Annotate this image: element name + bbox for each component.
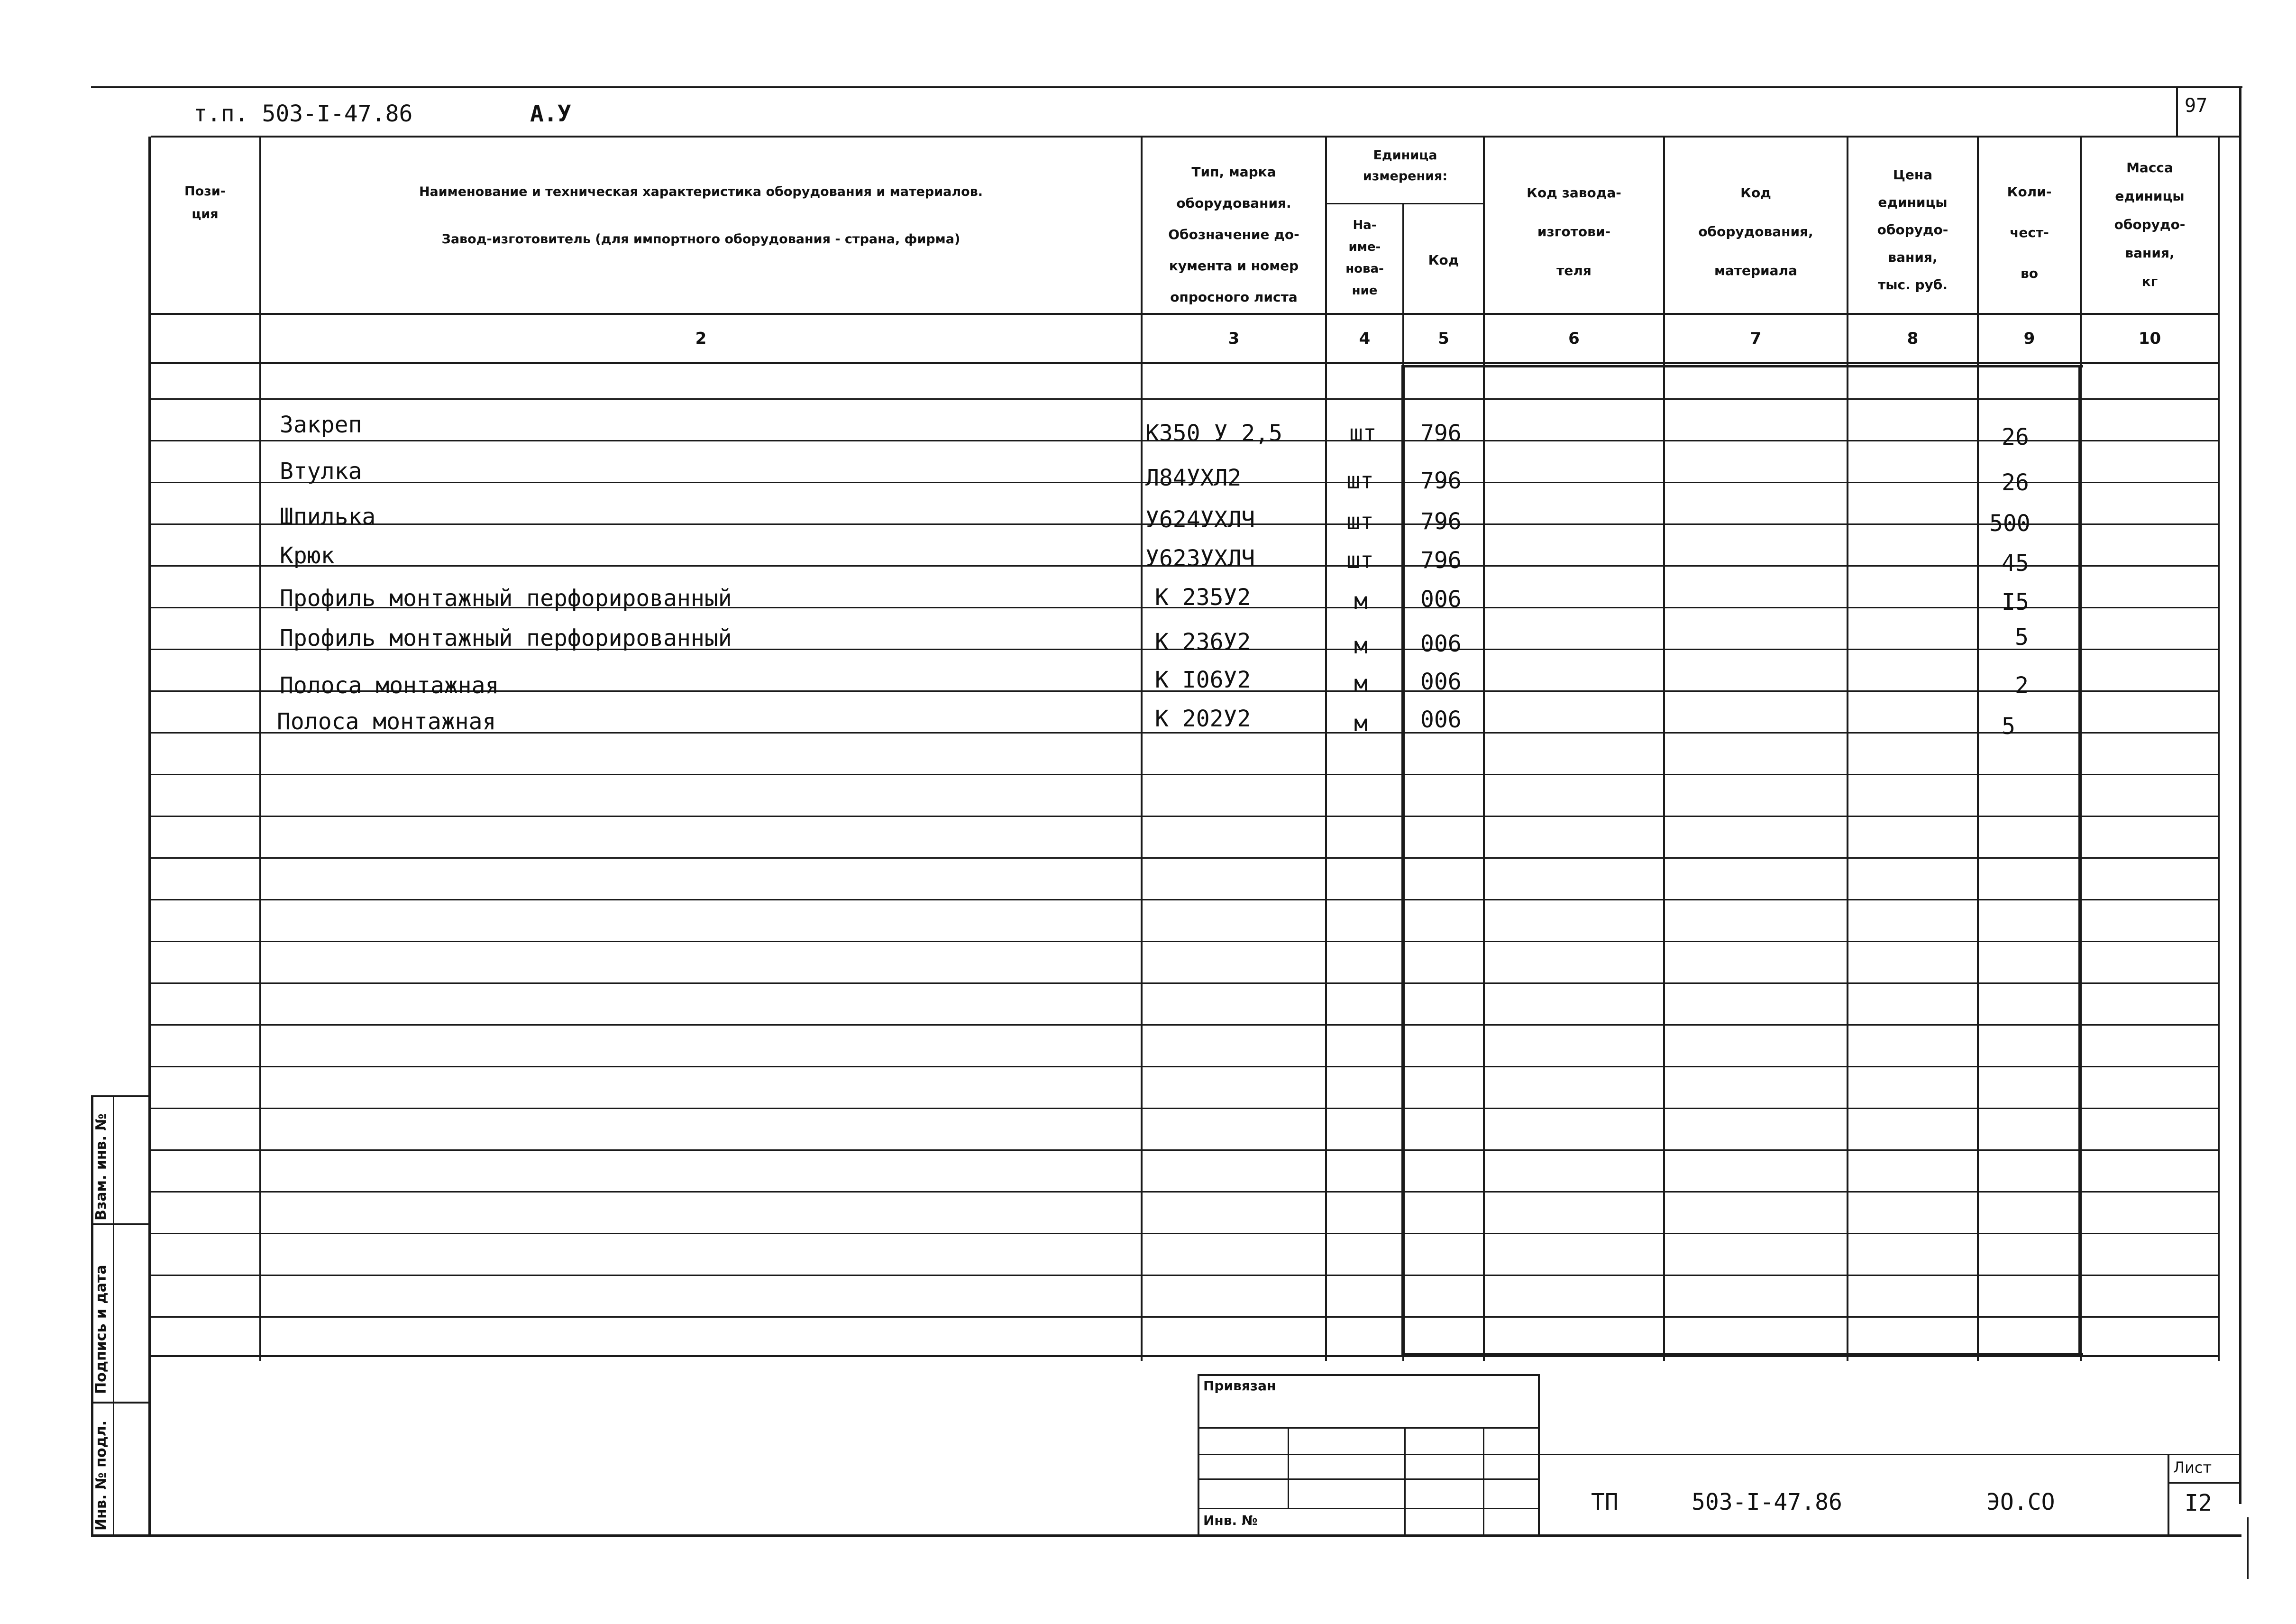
colnum-3: 3: [1228, 329, 1240, 348]
row-4-type: У623УХЛЧ: [1145, 545, 1255, 572]
row-rule: [151, 1316, 2219, 1318]
sheet-box-mid: [2168, 1482, 2241, 1484]
row-2-code: 796: [1420, 468, 1462, 494]
side-stamp-divider-2: [91, 1223, 150, 1225]
sheet-box-left: [2168, 1454, 2169, 1536]
row-rule: [151, 857, 2219, 859]
row-rule: [151, 899, 2219, 900]
section-label: А.У: [530, 101, 571, 127]
stamp-inv-no: Инв. №: [1203, 1513, 1258, 1528]
header-bottom-line: [151, 313, 2219, 315]
side-stamp-divider-1: [91, 1095, 150, 1097]
side-stamp-divider-3: [91, 1402, 150, 1404]
header-quantity: Коли- чест- во: [2007, 184, 2052, 281]
colnum-10: 10: [2138, 329, 2161, 348]
row-2-unit: шт: [1346, 468, 1374, 494]
row-7-unit: м: [1354, 670, 1368, 697]
data-box-left: [1401, 365, 1405, 1356]
col-line-7: [1663, 137, 1665, 1361]
row-7-qty: 2: [2015, 672, 2029, 699]
row-3-name: Шпилька: [280, 504, 376, 530]
row-rule: [151, 1149, 2219, 1151]
row-3-qty: 500: [1989, 510, 2031, 537]
row-7-code: 006: [1420, 669, 1462, 695]
left-table-border: [148, 137, 151, 1536]
header-price: Цена единицы оборудо- вания, тыс. руб.: [1877, 167, 1948, 293]
row-3-code: 796: [1420, 508, 1462, 535]
side-vzam-label: Взам. инв. №: [93, 1113, 110, 1220]
row-rule: [151, 774, 2219, 775]
row-8-type: К 202У2: [1155, 706, 1251, 732]
page-number: 97: [2185, 95, 2208, 117]
colnum-5: 5: [1438, 329, 1449, 348]
row-6-qty: 5: [2015, 624, 2029, 651]
stamp-row-4: [1198, 1508, 1540, 1509]
sheet-label: Лист: [2173, 1459, 2212, 1477]
row-rule: [151, 1108, 2219, 1109]
data-box-right: [2078, 365, 2082, 1356]
row-7-type: К I06У2: [1155, 667, 1251, 693]
row-2-name: Втулка: [280, 458, 362, 485]
bottom-border: [91, 1534, 2241, 1537]
header-equipment-code: Код оборудования, материала: [1698, 185, 1813, 278]
row-rule: [151, 1233, 2219, 1234]
col-line-4: [1325, 137, 1327, 1361]
row-2-type: Л84УХЛ2: [1145, 465, 1242, 491]
row-rule: [151, 982, 2219, 984]
col-line-6: [1483, 137, 1485, 1361]
right-border: [2239, 86, 2241, 1504]
row-1-unit: шт: [1349, 420, 1377, 447]
row-5-code: 006: [1420, 586, 1462, 613]
right-margin-tick: [2247, 1517, 2249, 1579]
stamp-col-3: [1483, 1427, 1484, 1536]
col-line-2: [259, 137, 261, 1361]
row-5-qty: I5: [2002, 589, 2029, 615]
row-3-unit: шт: [1346, 508, 1374, 535]
row-4-name: Крюк: [280, 542, 335, 569]
row-8-code: 006: [1420, 706, 1462, 733]
col-line-end: [2218, 137, 2220, 1361]
row-rule: [151, 816, 2219, 817]
row-rule: [151, 941, 2219, 942]
header-type: Тип, марка оборудования. Обозначение до- кумента и номер опросного листа: [1168, 164, 1299, 305]
row-8-name: Полоса монтажная: [277, 708, 496, 735]
stamp-privyazan: Привязан: [1203, 1378, 1276, 1394]
stamp-col-1: [1288, 1427, 1289, 1508]
row-4-unit: шт: [1346, 547, 1374, 574]
row-1-qty: 26: [2002, 424, 2029, 450]
stamp-box-left: [1198, 1374, 1199, 1536]
table-top-line: [151, 136, 2241, 138]
header-unit-code: Код: [1428, 252, 1459, 268]
row-rule: [151, 1191, 2219, 1193]
row-6-code: 006: [1420, 631, 1462, 657]
row-rule: [151, 398, 2219, 400]
doc-type: ТП: [1591, 1489, 1619, 1515]
row-4-code: 796: [1420, 547, 1462, 574]
row-rule: [151, 1066, 2219, 1067]
row-1-name: Закреп: [280, 412, 362, 438]
stamp-col-2: [1404, 1427, 1406, 1536]
col-line-9: [1977, 137, 1979, 1361]
colnum-2: 2: [695, 329, 707, 348]
col-line-8: [1847, 137, 1848, 1361]
stamp-box-right: [1538, 1374, 1540, 1536]
row-6-type: К 236У2: [1155, 629, 1251, 655]
row-5-name: Профиль монтажный перфорированный: [280, 585, 732, 612]
side-podpis-label: Подпись и дата: [93, 1265, 110, 1394]
doc-section: ЭО.СО: [1986, 1489, 2055, 1515]
header-mass: Масса единицы оборудо- вания, кг: [2114, 160, 2186, 289]
row-5-unit: м: [1354, 588, 1368, 615]
colnum-8: 8: [1907, 329, 1919, 348]
table-bottom-line: [151, 1355, 2219, 1357]
data-box-top: [1402, 365, 2083, 367]
unit-group-divider: [1326, 203, 1484, 204]
row-5-type: К 235У2: [1155, 584, 1251, 611]
doc-code: 503-I-47.86: [1692, 1489, 1842, 1515]
header-name-line1: Наименование и техническая характеристика оборудования и материалов.: [419, 184, 983, 199]
header-factory-code: Код завода- изготови- теля: [1527, 185, 1621, 278]
colnum-9: 9: [2023, 329, 2035, 348]
number-row-bottom: [151, 362, 2219, 364]
row-7-name: Полоса монтажная: [280, 672, 499, 699]
row-6-unit: м: [1354, 633, 1368, 659]
header-name-line2: Завод-изготовитель (для импортного оборудования - страна, фирма): [441, 232, 960, 247]
page-number-box-left: [2176, 86, 2178, 137]
sheet-number: I2: [2185, 1490, 2212, 1516]
row-2-qty: 26: [2002, 469, 2029, 496]
row-rule: [151, 1024, 2219, 1026]
colnum-6: 6: [1568, 329, 1580, 348]
title-block-top: [1539, 1454, 2241, 1455]
header-unit-name: На- име- нова- ние: [1345, 218, 1384, 298]
row-6-name: Профиль монтажный перфорированный: [280, 625, 732, 651]
side-stamp-inner-line: [113, 1095, 114, 1536]
stamp-row-1: [1198, 1427, 1540, 1429]
header-position: Пози- ция: [184, 184, 226, 221]
side-inv-label: Инв. № подл.: [93, 1420, 110, 1531]
row-rule: [151, 1275, 2219, 1276]
stamp-box-top: [1198, 1374, 1540, 1376]
row-4-qty: 45: [2002, 550, 2029, 577]
stamp-row-2: [1198, 1454, 1540, 1455]
project-code: т.п. 503-I-47.86: [193, 101, 413, 127]
row-1-type: К350 У 2,5: [1145, 420, 1282, 447]
row-8-unit: м: [1354, 710, 1368, 737]
row-3-type: У624УХЛЧ: [1145, 506, 1255, 533]
header-unit-group: Единица измерения:: [1363, 148, 1448, 184]
col-line-3: [1141, 137, 1143, 1361]
stamp-row-3: [1198, 1478, 1540, 1480]
top-border: [91, 86, 2242, 88]
row-8-qty: 5: [2002, 713, 2015, 740]
row-1-code: 796: [1420, 420, 1462, 447]
colnum-7: 7: [1750, 329, 1762, 348]
colnum-4: 4: [1359, 329, 1371, 348]
